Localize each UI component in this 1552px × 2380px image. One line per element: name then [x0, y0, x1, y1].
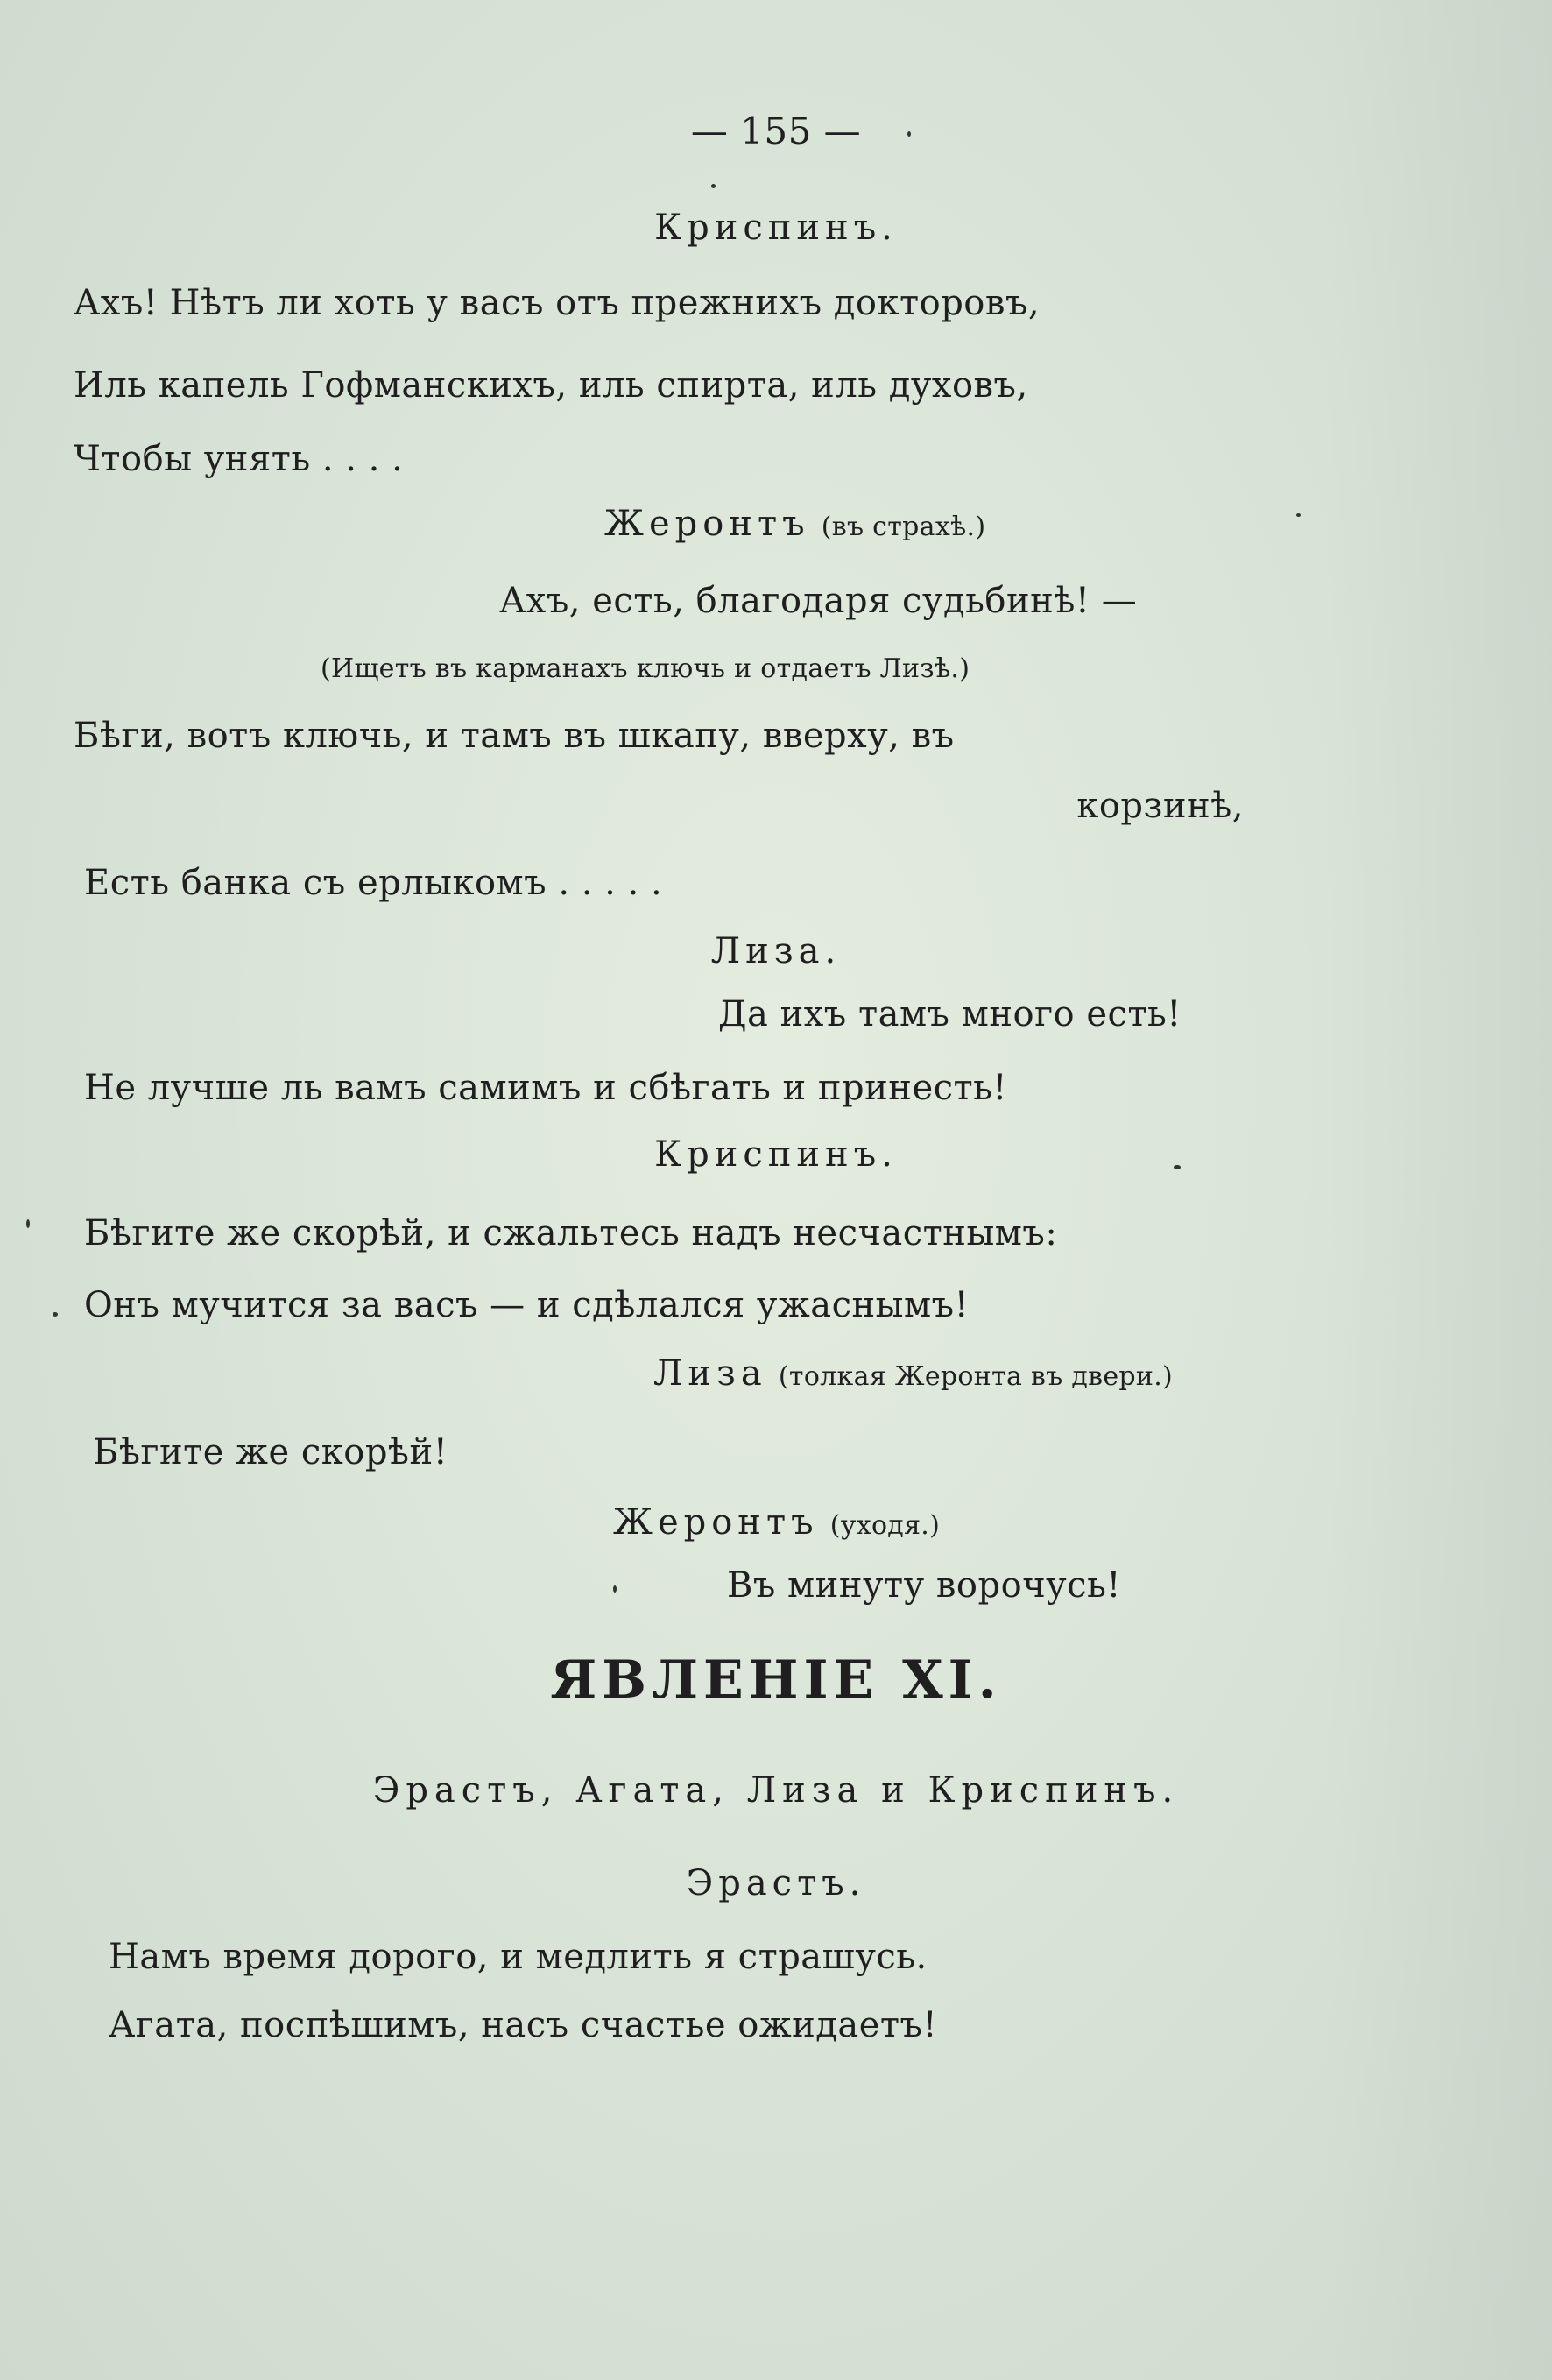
speaker-name: Жеронтъ [613, 1502, 819, 1543]
verse-line: Намъ время дорого, и медлить я страшусь. [109, 1937, 928, 1977]
speaker-erast: Эрастъ. [686, 1863, 866, 1903]
speaker-name: Лиза [653, 1353, 767, 1394]
speaker-geront [613, 1498, 940, 1550]
verse-line: Ахъ! Нѣтъ ли хоть у васъ отъ прежнихъ докторовъ, [74, 283, 1041, 323]
ink-speck [907, 131, 911, 137]
speaker-crispin: Криспинъ. [654, 208, 898, 248]
page-edge-shadow [1324, 0, 1552, 2380]
verse-line: Въ минуту ворочусь! [727, 1565, 1121, 1606]
verse-line: Иль капель Гофманскихъ, иль спирта, иль духовъ, [74, 365, 1028, 406]
ink-speck [711, 184, 716, 188]
speaker-name: Жеронтъ [604, 504, 810, 544]
speaker-liza: Лиза. [710, 931, 842, 971]
ink-speck [613, 1585, 617, 1593]
verse-line: Бѣги, вотъ ключь, и тамъ въ шкапу, вверху, въ [74, 716, 955, 756]
ink-speck [1174, 1165, 1181, 1169]
verse-line: Чтобы унять . . . . [74, 439, 404, 479]
speaker-crispin: Криспинъ. [654, 1134, 898, 1175]
speaker-liza [653, 1349, 1173, 1402]
verse-line: Агата, поспѣшимъ, насъ счастье ожидаетъ! [109, 2005, 938, 2045]
verse-line: Бѣгите же скорѣй, и сжальтесь надъ несчастнымъ: [84, 1213, 1058, 1254]
verse-line: Не лучше ль вамъ самимъ и сбѣгать и принесть! [84, 1068, 1008, 1108]
stage-direction: (толкая Жеронта въ двери.) [778, 1361, 1174, 1392]
ink-speck [26, 1219, 30, 1228]
stage-direction: (Ищетъ въ карманахъ ключь и отдаетъ Лизѣ.) [321, 653, 970, 684]
speaker-geront [604, 499, 985, 552]
page-number: — 155 — [690, 109, 862, 152]
scene-heading: ЯВЛЕНІЕ XI. [550, 1649, 1002, 1711]
verse-line-continuation: корзинѣ, [1076, 786, 1244, 826]
cast-list: Эрастъ, Агата, Лиза и Криспинъ. [372, 1770, 1180, 1811]
ink-speck [1296, 513, 1301, 517]
stage-direction: (уходя.) [829, 1510, 941, 1541]
verse-line: Бѣгите же скорѣй! [93, 1432, 448, 1472]
stage-direction: (въ страхѣ.) [821, 512, 986, 542]
verse-line: Есть банка съ ерлыкомъ . . . . . [84, 863, 663, 903]
verse-line: Ахъ, есть, благодаря судьбинѣ! — [499, 581, 1138, 621]
ink-speck [53, 1312, 58, 1317]
verse-line: Онъ мучится за васъ — и сдѣлался ужаснымъ! [84, 1285, 970, 1325]
verse-line: Да ихъ тамъ много есть! [718, 994, 1182, 1035]
